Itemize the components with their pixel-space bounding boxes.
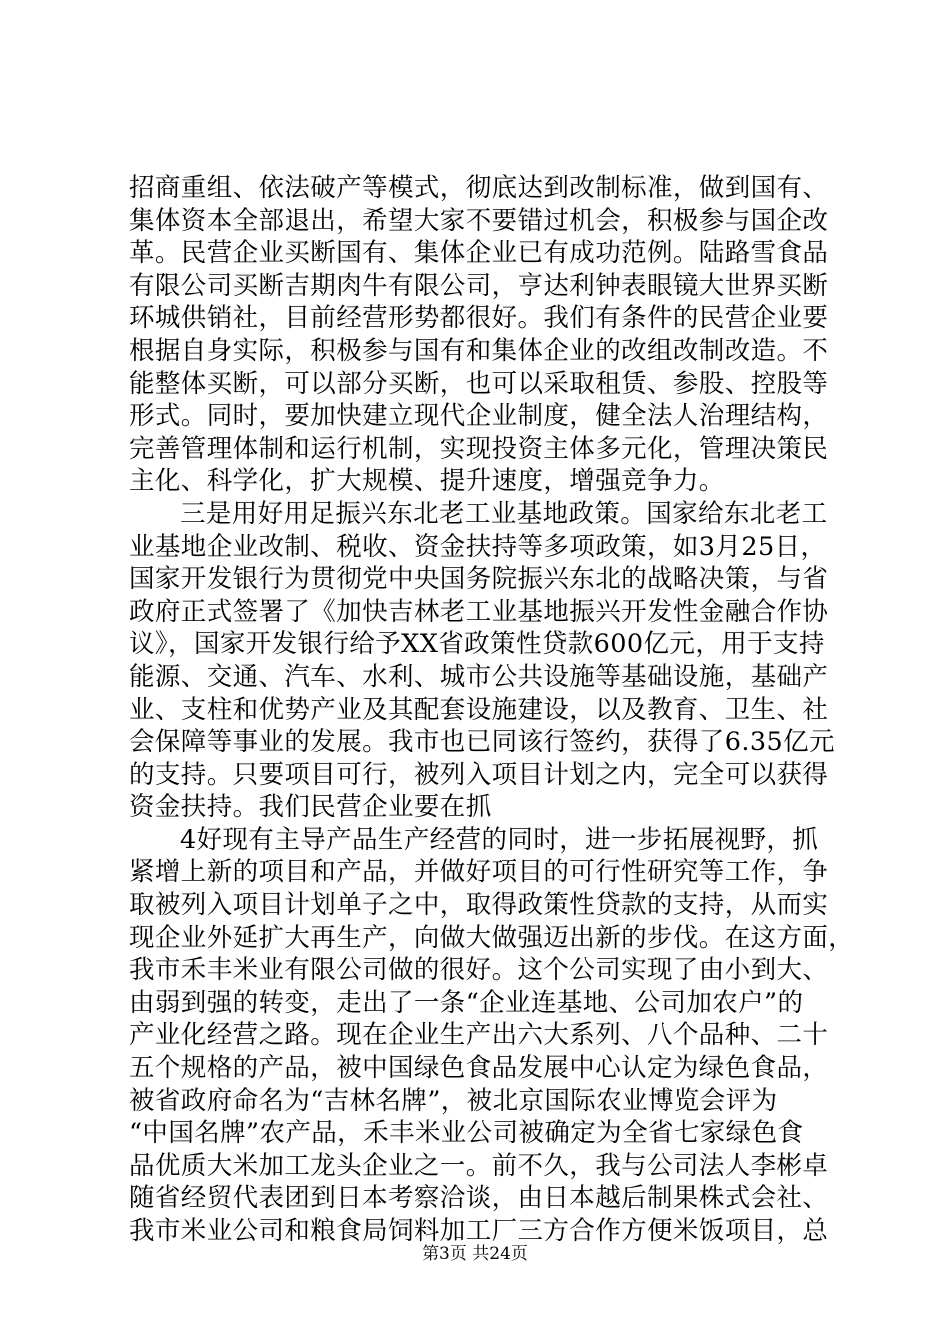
text-line: 业、支柱和优势产业及其配套设施建设，以及教育、卫生、社 bbox=[129, 694, 829, 725]
text-line: 我市禾丰米业有限公司做的很好。这个公司实现了由小到大、 bbox=[129, 955, 829, 986]
text-line: 有限公司买断吉期肉牛有限公司，亨达利钟表眼镜大世界买断 bbox=[129, 270, 829, 301]
text-line: 由弱到强的转变，走出了一条“企业连基地、公司加农户”的 bbox=[129, 987, 804, 1018]
text-line: 会保障等事业的发展。我市也已同该行签约，获得了6.35亿元 bbox=[129, 727, 835, 758]
body-text bbox=[129, 172, 855, 1248]
text-line: 主化、科学化，扩大规模、提升速度，增强竞争力。 bbox=[129, 466, 725, 497]
paragraph-start-line: 三是用好用足振兴东北老工业基地政策。国家给东北老工 bbox=[180, 498, 828, 529]
text-line: 环城供销社，目前经营形势都很好。我们有条件的民营企业要 bbox=[129, 303, 829, 334]
text-line: 被省政府命名为“吉林名牌”，被北京国际农业博览会评为 bbox=[129, 1085, 778, 1116]
text-line: 紧增上新的项目和产品，并做好项目的可行性研究等工作，争 bbox=[129, 857, 829, 888]
text-line: “中国名牌”农产品，禾丰米业公司被确定为全省七家绿色食 bbox=[129, 1118, 804, 1149]
text-line: 产业化经营之路。现在企业生产出六大系列、八个品种、二十 bbox=[129, 1020, 829, 1051]
text-line: 革。民营企业买断国有、集体企业已有成功范例。陆路雪食品 bbox=[129, 238, 829, 269]
text-line: 的支持。只要项目可行，被列入项目计划之内，完全可以获得 bbox=[129, 759, 829, 790]
text-line: 完善管理体制和运行机制，实现投资主体多元化，管理决策民 bbox=[129, 433, 829, 464]
text-line: 现企业外延扩大再生产，向做大做强迈出新的步伐。在这方面， bbox=[129, 922, 855, 953]
page-number-label: 第3页 共24页 bbox=[422, 1244, 528, 1264]
text-line: 国家开发银行为贯彻党中央国务院振兴东北的战略决策，与省 bbox=[129, 564, 829, 595]
text-line: 能整体买断，可以部分买断，也可以采取租赁、参股、控股等 bbox=[129, 368, 829, 399]
text-line: 形式。同时，要加快建立现代企业制度，健全法人治理结构， bbox=[129, 401, 829, 432]
text-line: 业基地企业改制、税收、资金扶持等多项政策，如3月25日， bbox=[129, 531, 827, 562]
text-line: 根据自身实际，积极参与国有和集体企业的改组改制改造。不 bbox=[129, 335, 829, 366]
text-line: 随省经贸代表团到日本考察洽谈，由日本越后制果株式会社、 bbox=[129, 1183, 829, 1214]
text-line: 品优质大米加工龙头企业之一。前不久，我与公司法人李彬卓 bbox=[129, 1150, 829, 1181]
text-line: 能源、交通、汽车、水利、城市公共设施等基础设施，基础产 bbox=[129, 661, 829, 692]
text-line: 五个规格的产品，被中国绿色食品发展中心认定为绿色食品， bbox=[129, 1053, 829, 1084]
paragraph-start-line: 4好现有主导产品生产经营的同时，进一步拓展视野，抓 bbox=[180, 824, 819, 855]
page-footer bbox=[0, 1243, 950, 1265]
text-line: 议》，国家开发银行给予XX省政策性贷款600亿元，用于支持 bbox=[129, 629, 825, 660]
text-line: 招商重组、依法破产等模式，彻底达到改制标准，做到国有、 bbox=[129, 173, 829, 203]
text-line: 政府正式签署了《加快吉林老工业基地振兴开发性金融合作协 bbox=[129, 596, 829, 627]
text-line: 集体资本全部退出，希望大家不要错过机会，积极参与国企改 bbox=[129, 205, 829, 236]
text-line: 我市米业公司和粮食局饲料加工厂三方合作方便米饭项目，总 bbox=[129, 1216, 829, 1246]
text-line: 资金扶持。我们民营企业要在抓 bbox=[129, 792, 492, 823]
text-line: 取被列入项目计划单子之中，取得政策性贷款的支持，从而实 bbox=[129, 890, 829, 921]
